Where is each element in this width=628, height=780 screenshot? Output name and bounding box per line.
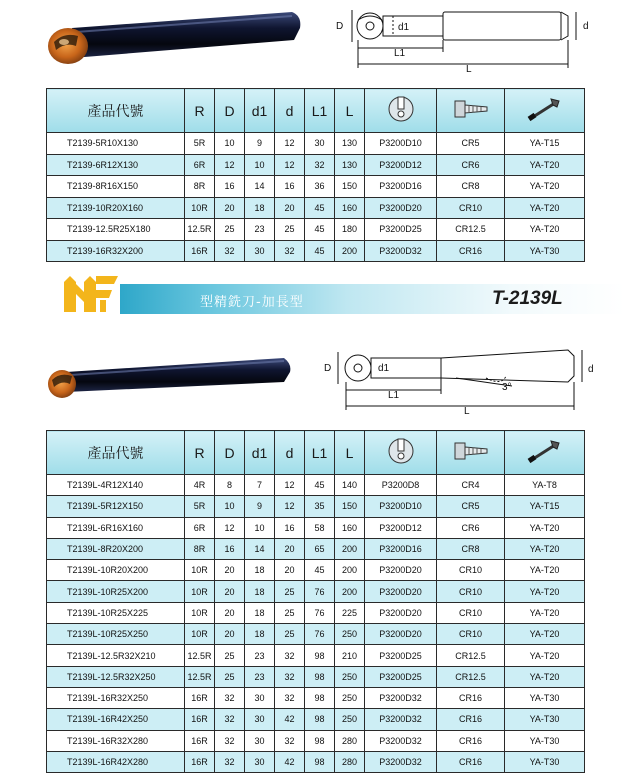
table-cell: 200 — [335, 538, 365, 559]
table-cell: 35 — [305, 496, 335, 517]
nf-logo — [62, 274, 120, 314]
series-model: T-2139L — [492, 288, 563, 309]
table-cell: 6R — [185, 517, 215, 538]
wrench-icon — [525, 437, 565, 465]
header-D-2: D — [215, 431, 245, 475]
table-cell: YA-T8 — [505, 475, 585, 496]
table-cell: 25 — [275, 624, 305, 645]
table-row — [47, 730, 585, 751]
table-cell: 16R — [185, 687, 215, 708]
table-cell: 98 — [305, 730, 335, 751]
table-cell: 280 — [335, 730, 365, 751]
table-cell: 32 — [215, 687, 245, 708]
table-cell: 12 — [215, 154, 245, 176]
table-cell: CR16 — [437, 730, 505, 751]
table-cell: 65 — [305, 538, 335, 559]
table-cell: CR5 — [437, 133, 505, 155]
table-row — [47, 154, 585, 176]
label-L-2: L — [464, 406, 470, 416]
table-row — [47, 197, 585, 219]
table-cell: 25 — [215, 219, 245, 241]
table-cell: 10R — [185, 624, 215, 645]
table-cell: YA-T20 — [505, 538, 585, 559]
table-cell: 210 — [335, 645, 365, 666]
table-cell: 12 — [275, 133, 305, 155]
table-cell: 150 — [335, 496, 365, 517]
table-cell: 45 — [305, 475, 335, 496]
table-cell: 23 — [245, 666, 275, 687]
table-cell: P3200D25 — [365, 645, 437, 666]
table-cell: 9 — [245, 133, 275, 155]
table-cell: 10 — [215, 133, 245, 155]
table-row — [47, 240, 585, 262]
table-cell: 23 — [245, 219, 275, 241]
table-cell: 32 — [215, 709, 245, 730]
table-cell: P3200D20 — [365, 602, 437, 623]
table-cell: 280 — [335, 751, 365, 772]
table-cell: 200 — [335, 240, 365, 262]
product-code-cell: T2139L-4R12X140 — [47, 475, 185, 496]
table-cell: 32 — [215, 730, 245, 751]
table-cell: 32 — [275, 645, 305, 666]
table-cell: 32 — [275, 730, 305, 751]
table-cell: 225 — [335, 602, 365, 623]
table-cell: P3200D10 — [365, 496, 437, 517]
table-cell: 250 — [335, 709, 365, 730]
dimension-drawing-1 — [318, 4, 618, 76]
table-cell: 98 — [305, 709, 335, 730]
table-cell: YA-T30 — [505, 730, 585, 751]
product-code-cell: T2139L-12.5R32X210 — [47, 645, 185, 666]
table-cell: 20 — [215, 197, 245, 219]
header-screw — [437, 89, 505, 133]
product-code-cell: T2139L-6R16X160 — [47, 517, 185, 538]
table-cell: 130 — [335, 133, 365, 155]
table-cell: 16 — [215, 538, 245, 559]
table-cell: 200 — [335, 560, 365, 581]
table-cell: 10 — [215, 496, 245, 517]
screw-icon — [451, 437, 491, 465]
table-cell: 32 — [215, 240, 245, 262]
table-cell: YA-T20 — [505, 666, 585, 687]
table-cell: 8R — [185, 176, 215, 198]
table-cell: 10R — [185, 602, 215, 623]
table-cell: 9 — [245, 496, 275, 517]
header-wrench — [505, 89, 585, 133]
header-R-2: R — [185, 431, 215, 475]
table-cell: CR10 — [437, 624, 505, 645]
table-cell: 45 — [305, 240, 335, 262]
table-cell: 16R — [185, 730, 215, 751]
table-row — [47, 133, 585, 155]
header-code: 產品代號 — [47, 89, 185, 133]
header-L: L — [335, 89, 365, 133]
table-cell: CR8 — [437, 538, 505, 559]
table-cell: YA-T20 — [505, 517, 585, 538]
header-screw-2 — [437, 431, 505, 475]
table-cell: 20 — [275, 538, 305, 559]
table-cell: YA-T30 — [505, 751, 585, 772]
table-cell: 98 — [305, 687, 335, 708]
table-cell: 18 — [245, 624, 275, 645]
table-cell: 76 — [305, 602, 335, 623]
header-code-2: 產品代號 — [47, 431, 185, 475]
table-cell: 20 — [275, 560, 305, 581]
table-row — [47, 538, 585, 559]
table-cell: P3200D20 — [365, 560, 437, 581]
table-cell: CR16 — [437, 709, 505, 730]
table-cell: 45 — [305, 197, 335, 219]
table-cell: 20 — [215, 581, 245, 602]
table-cell: P3200D25 — [365, 219, 437, 241]
table-cell: 250 — [335, 624, 365, 645]
table-cell: 16R — [185, 709, 215, 730]
table-cell: CR5 — [437, 496, 505, 517]
table-cell: 14 — [245, 538, 275, 559]
table-row — [47, 219, 585, 241]
series-title: 型精銑刀-加長型 — [200, 295, 304, 310]
table-cell: YA-T15 — [505, 496, 585, 517]
table-cell: 23 — [245, 645, 275, 666]
table-cell: 130 — [335, 154, 365, 176]
product-code-cell: T2139-10R20X160 — [47, 197, 185, 219]
table-cell: 12 — [275, 496, 305, 517]
table-cell: 20 — [215, 624, 245, 645]
table-cell: P3200D10 — [365, 133, 437, 155]
header-wrench-2 — [505, 431, 585, 475]
table-cell: 30 — [245, 730, 275, 751]
label-L1-2: L1 — [388, 390, 400, 401]
table-cell: YA-T20 — [505, 197, 585, 219]
table-cell: 25 — [275, 581, 305, 602]
table-cell: CR4 — [437, 475, 505, 496]
spec-table-1 — [46, 88, 585, 262]
table-cell: 20 — [215, 560, 245, 581]
product-code-cell: T2139L-16R42X250 — [47, 709, 185, 730]
table-cell: P3200D8 — [365, 475, 437, 496]
label-angle: 3° — [502, 382, 512, 393]
product-code-cell: T2139L-5R12X150 — [47, 496, 185, 517]
table-cell: 16 — [275, 517, 305, 538]
table-cell: 12.5R — [185, 645, 215, 666]
table-row — [47, 602, 585, 623]
table-cell: YA-T30 — [505, 709, 585, 730]
table-cell: 10R — [185, 560, 215, 581]
table-cell: 25 — [275, 602, 305, 623]
product-code-cell: T2139-5R10X130 — [47, 133, 185, 155]
table-cell: P3200D20 — [365, 197, 437, 219]
table-cell: 45 — [305, 219, 335, 241]
table-cell: YA-T20 — [505, 624, 585, 645]
table-cell: P3200D32 — [365, 240, 437, 262]
table-cell: YA-T30 — [505, 240, 585, 262]
label-L: L — [466, 64, 472, 75]
table-cell: CR12.5 — [437, 645, 505, 666]
table-cell: 20 — [275, 197, 305, 219]
table-cell: 98 — [305, 751, 335, 772]
table-cell: P3200D16 — [365, 538, 437, 559]
product-code-cell: T2139-12.5R25X180 — [47, 219, 185, 241]
table-cell: 6R — [185, 154, 215, 176]
table-cell: 4R — [185, 475, 215, 496]
label-D: D — [336, 21, 344, 32]
table-cell: P3200D32 — [365, 730, 437, 751]
table-cell: 12 — [215, 517, 245, 538]
table-cell: 7 — [245, 475, 275, 496]
table-cell: YA-T20 — [505, 176, 585, 198]
table-cell: 160 — [335, 197, 365, 219]
product-code-cell: T2139-8R16X150 — [47, 176, 185, 198]
table-cell: YA-T20 — [505, 602, 585, 623]
table-cell: CR10 — [437, 560, 505, 581]
table-cell: P3200D12 — [365, 517, 437, 538]
table-row — [47, 687, 585, 708]
table-cell: 30 — [245, 687, 275, 708]
table-cell: YA-T30 — [505, 687, 585, 708]
header-L-2: L — [335, 431, 365, 475]
table-cell: 8 — [215, 475, 245, 496]
table-cell: P3200D20 — [365, 581, 437, 602]
table-cell: 16 — [215, 176, 245, 198]
product-code-cell: T2139-16R32X200 — [47, 240, 185, 262]
table-cell: CR10 — [437, 197, 505, 219]
table-cell: CR6 — [437, 154, 505, 176]
table-cell: 10R — [185, 581, 215, 602]
table-cell: 200 — [335, 581, 365, 602]
label-d1: d1 — [398, 22, 410, 33]
table-cell: 32 — [275, 240, 305, 262]
table-cell: CR12.5 — [437, 666, 505, 687]
table-cell: 250 — [335, 666, 365, 687]
table-row — [47, 176, 585, 198]
table-cell: CR10 — [437, 581, 505, 602]
table-cell: CR10 — [437, 602, 505, 623]
table-cell: P3200D20 — [365, 624, 437, 645]
table-cell: 30 — [245, 709, 275, 730]
table-cell: 36 — [305, 176, 335, 198]
table-row — [47, 560, 585, 581]
table-cell: YA-T20 — [505, 219, 585, 241]
table-cell: 30 — [245, 240, 275, 262]
table-cell: P3200D32 — [365, 709, 437, 730]
tool-photo-1 — [42, 6, 304, 78]
table-cell: 25 — [215, 666, 245, 687]
header-L1: L1 — [305, 89, 335, 133]
header-insert — [365, 89, 437, 133]
table-cell: 76 — [305, 581, 335, 602]
table-row — [47, 709, 585, 730]
table-cell: CR16 — [437, 240, 505, 262]
label-d1-2: d1 — [378, 363, 390, 374]
table-cell: 12 — [275, 475, 305, 496]
table-cell: CR8 — [437, 176, 505, 198]
table-cell: 18 — [245, 560, 275, 581]
table-row — [47, 666, 585, 687]
header-d: d — [275, 89, 305, 133]
header-d-2: d — [275, 431, 305, 475]
table-cell: 42 — [275, 751, 305, 772]
header-L1-2: L1 — [305, 431, 335, 475]
table-cell: 18 — [245, 581, 275, 602]
table-cell: CR6 — [437, 517, 505, 538]
table-cell: 76 — [305, 624, 335, 645]
table-cell: 42 — [275, 709, 305, 730]
product-code-cell: T2139-6R12X130 — [47, 154, 185, 176]
table-cell: 45 — [305, 560, 335, 581]
table-cell: 10 — [245, 517, 275, 538]
table-cell: 10R — [185, 197, 215, 219]
table-cell: YA-T15 — [505, 133, 585, 155]
header-insert-2 — [365, 431, 437, 475]
table-cell: 30 — [305, 133, 335, 155]
table-row — [47, 581, 585, 602]
table-row — [47, 751, 585, 772]
table-cell: CR16 — [437, 687, 505, 708]
table-cell: 12.5R — [185, 666, 215, 687]
label-d-2: d — [588, 364, 594, 375]
table-cell: 16 — [275, 176, 305, 198]
table-cell: YA-T20 — [505, 154, 585, 176]
product-code-cell: T2139L-10R25X250 — [47, 624, 185, 645]
header-d1: d1 — [245, 89, 275, 133]
spec-table-2 — [46, 430, 585, 773]
table-cell: 20 — [215, 602, 245, 623]
table-cell: 18 — [245, 197, 275, 219]
table-cell: 5R — [185, 496, 215, 517]
table-cell: CR16 — [437, 751, 505, 772]
table-cell: 10 — [245, 154, 275, 176]
table-cell: P3200D12 — [365, 154, 437, 176]
header-R: R — [185, 89, 215, 133]
table-row — [47, 645, 585, 666]
table-row — [47, 624, 585, 645]
product-code-cell: T2139L-16R32X250 — [47, 687, 185, 708]
table-row — [47, 475, 585, 496]
table-cell: P3200D16 — [365, 176, 437, 198]
label-L1: L1 — [394, 48, 406, 59]
table-cell: 160 — [335, 517, 365, 538]
product-code-cell: T2139L-8R20X200 — [47, 538, 185, 559]
table-cell: 18 — [245, 602, 275, 623]
table-cell: 32 — [275, 666, 305, 687]
product-code-cell: T2139L-16R32X280 — [47, 730, 185, 751]
table-cell: 58 — [305, 517, 335, 538]
table-cell: 25 — [275, 219, 305, 241]
table-cell: 16R — [185, 751, 215, 772]
table-row — [47, 517, 585, 538]
label-D-2: D — [324, 363, 332, 374]
table-cell: P3200D25 — [365, 666, 437, 687]
table-cell: 8R — [185, 538, 215, 559]
product-code-cell: T2139L-10R25X225 — [47, 602, 185, 623]
screw-icon — [451, 95, 491, 123]
table-cell: 250 — [335, 687, 365, 708]
table-cell: YA-T20 — [505, 645, 585, 666]
table-cell: 140 — [335, 475, 365, 496]
insert-icon — [384, 436, 418, 466]
table-cell: 32 — [305, 154, 335, 176]
label-d: d — [583, 21, 589, 32]
table-cell: 32 — [215, 751, 245, 772]
table-cell: 98 — [305, 666, 335, 687]
insert-icon — [384, 94, 418, 124]
table-row — [47, 496, 585, 517]
product-code-cell: T2139L-10R25X200 — [47, 581, 185, 602]
product-code-cell: T2139L-16R42X280 — [47, 751, 185, 772]
dimension-drawing-2 — [316, 346, 616, 416]
table-cell: 98 — [305, 645, 335, 666]
table-cell: YA-T20 — [505, 560, 585, 581]
table-cell: P3200D32 — [365, 751, 437, 772]
header-D: D — [215, 89, 245, 133]
table-cell: 14 — [245, 176, 275, 198]
product-code-cell: T2139L-12.5R32X250 — [47, 666, 185, 687]
table-cell: 12.5R — [185, 219, 215, 241]
header-d1-2: d1 — [245, 431, 275, 475]
table-cell: P3200D32 — [365, 687, 437, 708]
table-cell: 12 — [275, 154, 305, 176]
product-code-cell: T2139L-10R20X200 — [47, 560, 185, 581]
table-cell: 5R — [185, 133, 215, 155]
table-cell: 150 — [335, 176, 365, 198]
tool-photo-2 — [44, 352, 294, 406]
table-cell: YA-T20 — [505, 581, 585, 602]
table-cell: 25 — [215, 645, 245, 666]
wrench-icon — [525, 95, 565, 123]
table-cell: 16R — [185, 240, 215, 262]
table-cell: 180 — [335, 219, 365, 241]
table-cell: CR12.5 — [437, 219, 505, 241]
table-cell: 32 — [275, 687, 305, 708]
table-cell: 30 — [245, 751, 275, 772]
